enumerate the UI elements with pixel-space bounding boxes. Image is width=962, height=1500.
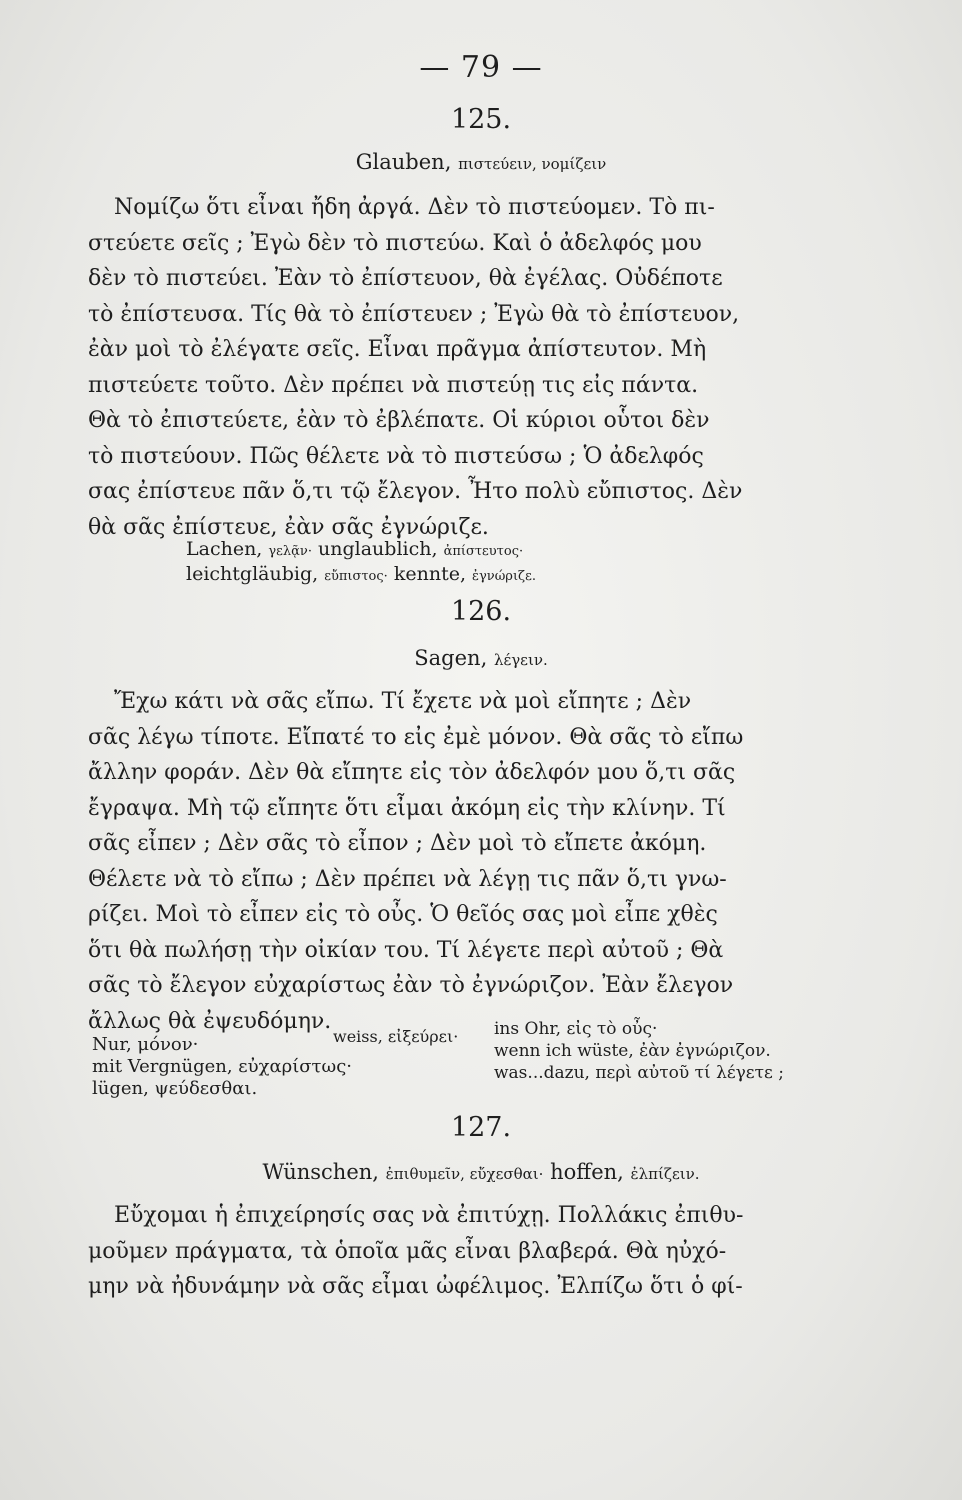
text-line: ρίζει. Μοὶ τὸ εἶπεν εἰς τὸ οὖς. Ὁ θεῖός σας μοὶ εἶπε χθὲς [88, 902, 718, 927]
text-line: ἄλλως θὰ ἐψευδόμην. [88, 1008, 332, 1034]
vocab-line: mit Vergnügen, εὐχαρίστως· [92, 1056, 352, 1077]
section-number-126: 126. [450, 596, 512, 627]
text-line: Ἔχω κάτι νὰ σᾶς εἴπω. Τί ἔχετε νὰ μοὶ εἴπητε ; Δὲν [114, 689, 692, 714]
paragraph-125 [88, 190, 828, 545]
vocab-line: wenn ich wüste, ἐὰν ἐγνώριζον. [494, 1041, 771, 1061]
heading-german: Wünschen, [262, 1160, 379, 1184]
text-line: σᾶς τὸ ἔλεγον εὐχαρίστως ἐὰν τὸ ἐγνώριζον. Ἐὰν ἔλεγον [88, 973, 734, 998]
vocab-line: leichtgläubig, εὔπιστος· kennte, ἐγνώριζε. [186, 563, 536, 585]
vocab-line: Nur, μόνον· [92, 1034, 199, 1055]
heading-greek: ἐπιθυμεῖν, εὔχεσθαι· [385, 1165, 544, 1183]
heading-german: Glauben, [355, 150, 452, 174]
vocabulary-126-col2 [333, 1026, 458, 1048]
vocabulary-126-col1 [92, 1034, 352, 1100]
vocab-line: lügen, ψεύδεσθαι. [92, 1078, 258, 1099]
text-line: τὸ πιστεύουν. Πῶς θέλετε νὰ τὸ πιστεύσω ; Ὁ ἀδελφός [88, 443, 704, 469]
vocab-line: weiss, εἰξεύρει· [333, 1027, 459, 1046]
vocab-line: Lachen, γελᾷν· unglaublich, ἀπίστευτος· [186, 538, 524, 560]
heading-greek: λέγειν. [493, 651, 548, 669]
text-line: σᾶς λέγω τίποτε. Εἴπατέ το εἰς ἐμὲ μόνον. Θὰ σᾶς τὸ εἴπω [88, 724, 744, 750]
paragraph-127 [88, 1198, 828, 1305]
page-number: — 79 — [419, 50, 543, 85]
text-line: δὲν τὸ πιστεύει. Ἐὰν τὸ ἐπίστευον, θὰ ἐγέλας. Οὐδέποτε [88, 266, 723, 291]
text-line: σᾶς εἶπεν ; Δὲν σᾶς τὸ εἶπον ; Δὲν μοὶ τὸ εἴπετε ἀκόμη. [88, 831, 707, 856]
heading-greek: πιστεύειν, νομίζειν [458, 155, 607, 173]
text-line: Θέλετε νὰ τὸ εἴπω ; Δὲν πρέπει νὰ λέγῃ τις πᾶν ὅ,τι γνω- [88, 866, 727, 892]
section-number-125: 125. [450, 104, 512, 135]
text-line: σας ἐπίστευε πᾶν ὅ,τι τῷ ἔλεγον. Ἦτο πολὺ εὔπιστος. Δὲν [88, 479, 743, 504]
vocab-line: was...dazu, περὶ αὐτοῦ τί λέγετε ; [494, 1063, 784, 1083]
section-number-127: 127. [450, 1112, 512, 1143]
text-line: Θὰ τὸ ἐπιστεύετε, ἐὰν τὸ ἐβλέπατε. Οἱ κύριοι οὗτοι δὲν [88, 408, 710, 433]
text-line: ἄλλην φοράν. Δὲν θὰ εἴπητε εἰς τὸν ἀδελφόν μου ὅ,τι σᾶς [88, 760, 736, 785]
text-line: πιστεύετε τοῦτο. Δὲν πρέπει νὰ πιστεύῃ τις εἰς πάντα. [88, 372, 699, 398]
text-line: ὅτι θὰ πωλήσῃ τὴν οἰκίαν του. Τί λέγετε περὶ αὐτοῦ ; Θὰ [88, 937, 724, 963]
text-line: θὰ σᾶς ἐπίστευε, ἐὰν σᾶς ἐγνώριζε. [88, 514, 489, 540]
vocabulary-125 [186, 538, 536, 588]
text-line: τὸ ἐπίστευσα. Τίς θὰ τὸ ἐπίστευεν ; Ἐγὼ θὰ τὸ ἐπίστευον, [88, 301, 740, 327]
section-heading-126 [0, 646, 962, 670]
text-line: ἔγραψα. Μὴ τῷ εἴπητε ὅτι εἶμαι ἀκόμη εἰς τὴν κλίνην. Τί [88, 795, 726, 821]
paragraph-126 [88, 684, 828, 1039]
text-line: μην νὰ ἠδυνάμην νὰ σᾶς εἶμαι ὠφέλιμος. Ἐλπίζω ὅτι ὁ φί- [88, 1274, 743, 1299]
section-heading-127 [0, 1160, 962, 1184]
text-line: μοῦμεν πράγματα, τὰ ὁποῖα μᾶς εἶναι βλαβερά. Θὰ ηὐχό- [88, 1238, 727, 1264]
vocabulary-126-col3 [494, 1018, 784, 1084]
vocab-line: ins Ohr, εἰς τὸ οὖς· [494, 1019, 658, 1039]
text-line: ἐὰν μοὶ τὸ ἐλέγατε σεῖς. Εἶναι πρᾶγμα ἀπίστευτον. Μὴ [88, 337, 707, 362]
heading-german-2: hoffen, [550, 1160, 624, 1184]
heading-greek-2: ἐλπίζειν. [630, 1165, 700, 1183]
text-line: Εὔχομαι ἡ ἐπιχείρησίς σας νὰ ἐπιτύχῃ. Πολλάκις ἐπιθυ- [114, 1203, 744, 1228]
section-heading-125 [0, 150, 962, 174]
heading-german: Sagen, [414, 646, 488, 670]
text-line: Νομίζω ὅτι εἶναι ἤδη ἀργά. Δὲν τὸ πιστεύομεν. Τὸ πι- [114, 195, 715, 220]
text-line: στεύετε σεῖς ; Ἐγὼ δὲν τὸ πιστεύω. Καὶ ὁ ἀδελφός μου [88, 230, 702, 256]
